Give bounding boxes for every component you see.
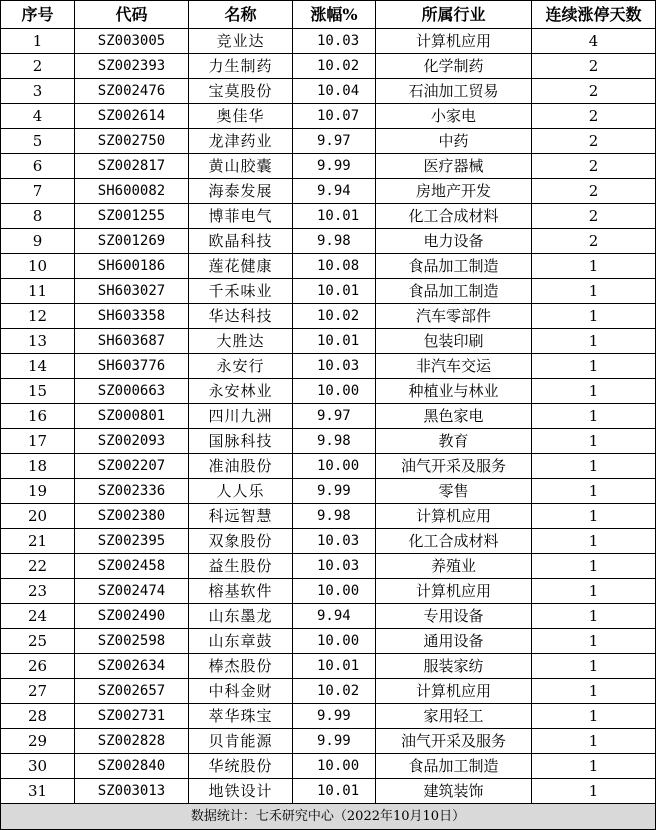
cell-industry: 计算机应用 xyxy=(376,679,532,704)
cell-code: SH603358 xyxy=(75,304,189,329)
cell-days: 1 xyxy=(532,529,656,554)
cell-name: 力生制药 xyxy=(189,54,293,79)
cell-code: SZ002490 xyxy=(75,604,189,629)
cell-change: 10.03 xyxy=(293,554,376,579)
table-row xyxy=(1,329,656,354)
cell-industry: 中药 xyxy=(376,129,532,154)
cell-change: 10.03 xyxy=(293,529,376,554)
cell-index: 31 xyxy=(1,779,75,804)
cell-index: 18 xyxy=(1,454,75,479)
table-row xyxy=(1,279,656,304)
cell-code: SZ001255 xyxy=(75,204,189,229)
table-row xyxy=(1,379,656,404)
table-row xyxy=(1,404,656,429)
cell-industry: 油气开采及服务 xyxy=(376,729,532,754)
cell-industry: 通用设备 xyxy=(376,629,532,654)
header-code: 代码 xyxy=(75,1,189,29)
cell-name: 华达科技 xyxy=(189,304,293,329)
cell-days: 1 xyxy=(532,579,656,604)
cell-name: 棒杰股份 xyxy=(189,654,293,679)
cell-name: 龙津药业 xyxy=(189,129,293,154)
cell-name: 华统股份 xyxy=(189,754,293,779)
table-row xyxy=(1,704,656,729)
cell-name: 贝肯能源 xyxy=(189,729,293,754)
cell-industry: 油气开采及服务 xyxy=(376,454,532,479)
cell-change: 9.99 xyxy=(293,154,376,179)
cell-days: 1 xyxy=(532,304,656,329)
cell-name: 山东墨龙 xyxy=(189,604,293,629)
table-row xyxy=(1,479,656,504)
cell-name: 永安林业 xyxy=(189,379,293,404)
cell-industry: 小家电 xyxy=(376,104,532,129)
cell-index: 3 xyxy=(1,79,75,104)
cell-change: 10.01 xyxy=(293,204,376,229)
cell-days: 1 xyxy=(532,429,656,454)
cell-change: 10.01 xyxy=(293,329,376,354)
cell-industry: 化工合成材料 xyxy=(376,204,532,229)
cell-name: 欧晶科技 xyxy=(189,229,293,254)
cell-change: 10.02 xyxy=(293,304,376,329)
cell-industry: 食品加工制造 xyxy=(376,279,532,304)
cell-days: 2 xyxy=(532,154,656,179)
cell-days: 1 xyxy=(532,379,656,404)
header-change: 涨幅% xyxy=(293,1,376,29)
cell-days: 1 xyxy=(532,329,656,354)
cell-industry: 石油加工贸易 xyxy=(376,79,532,104)
cell-name: 中科金财 xyxy=(189,679,293,704)
table-row xyxy=(1,579,656,604)
cell-name: 国脉科技 xyxy=(189,429,293,454)
cell-index: 24 xyxy=(1,604,75,629)
cell-code: SH600082 xyxy=(75,179,189,204)
cell-days: 1 xyxy=(532,754,656,779)
table-row xyxy=(1,454,656,479)
cell-industry: 养殖业 xyxy=(376,554,532,579)
table-row xyxy=(1,254,656,279)
cell-code: SZ003013 xyxy=(75,779,189,804)
cell-industry: 种植业与林业 xyxy=(376,379,532,404)
cell-code: SZ002380 xyxy=(75,504,189,529)
cell-index: 30 xyxy=(1,754,75,779)
cell-industry: 黑色家电 xyxy=(376,404,532,429)
cell-change: 10.03 xyxy=(293,354,376,379)
cell-change: 9.97 xyxy=(293,129,376,154)
cell-index: 4 xyxy=(1,104,75,129)
cell-days: 2 xyxy=(532,79,656,104)
cell-change: 10.00 xyxy=(293,629,376,654)
header-industry: 所属行业 xyxy=(376,1,532,29)
cell-code: SZ002614 xyxy=(75,104,189,129)
cell-change: 10.00 xyxy=(293,379,376,404)
cell-days: 1 xyxy=(532,554,656,579)
cell-days: 2 xyxy=(532,129,656,154)
table-row xyxy=(1,154,656,179)
cell-industry: 计算机应用 xyxy=(376,504,532,529)
cell-days: 1 xyxy=(532,254,656,279)
cell-change: 9.98 xyxy=(293,429,376,454)
cell-code: SZ001269 xyxy=(75,229,189,254)
cell-code: SZ002598 xyxy=(75,629,189,654)
cell-code: SZ002817 xyxy=(75,154,189,179)
cell-index: 6 xyxy=(1,154,75,179)
table-row xyxy=(1,504,656,529)
cell-days: 1 xyxy=(532,629,656,654)
cell-code: SH603687 xyxy=(75,329,189,354)
cell-industry: 专用设备 xyxy=(376,604,532,629)
cell-change: 9.98 xyxy=(293,504,376,529)
cell-name: 准油股份 xyxy=(189,454,293,479)
cell-industry: 建筑装饰 xyxy=(376,779,532,804)
cell-change: 10.01 xyxy=(293,279,376,304)
cell-change: 10.07 xyxy=(293,104,376,129)
cell-industry: 化工合成材料 xyxy=(376,529,532,554)
cell-index: 21 xyxy=(1,529,75,554)
cell-name: 四川九洲 xyxy=(189,404,293,429)
cell-code: SZ002207 xyxy=(75,454,189,479)
cell-code: SZ002395 xyxy=(75,529,189,554)
cell-days: 1 xyxy=(532,654,656,679)
cell-name: 永安行 xyxy=(189,354,293,379)
cell-index: 26 xyxy=(1,654,75,679)
cell-name: 人人乐 xyxy=(189,479,293,504)
cell-change: 9.94 xyxy=(293,179,376,204)
table-row xyxy=(1,779,656,804)
cell-industry: 非汽车交运 xyxy=(376,354,532,379)
cell-change: 10.00 xyxy=(293,579,376,604)
cell-code: SH600186 xyxy=(75,254,189,279)
header-row xyxy=(1,1,656,29)
cell-index: 23 xyxy=(1,579,75,604)
cell-change: 10.00 xyxy=(293,454,376,479)
table-row xyxy=(1,604,656,629)
cell-index: 28 xyxy=(1,704,75,729)
cell-name: 榕基软件 xyxy=(189,579,293,604)
table-row xyxy=(1,179,656,204)
cell-days: 1 xyxy=(532,679,656,704)
cell-code: SZ002731 xyxy=(75,704,189,729)
cell-name: 大胜达 xyxy=(189,329,293,354)
cell-change: 9.94 xyxy=(293,604,376,629)
cell-days: 1 xyxy=(532,454,656,479)
cell-days: 2 xyxy=(532,204,656,229)
table-row xyxy=(1,529,656,554)
cell-index: 9 xyxy=(1,229,75,254)
cell-change: 9.98 xyxy=(293,229,376,254)
cell-days: 2 xyxy=(532,54,656,79)
table-row xyxy=(1,729,656,754)
cell-days: 1 xyxy=(532,604,656,629)
cell-change: 10.01 xyxy=(293,654,376,679)
cell-days: 2 xyxy=(532,104,656,129)
cell-code: SZ002828 xyxy=(75,729,189,754)
cell-index: 16 xyxy=(1,404,75,429)
cell-name: 益生股份 xyxy=(189,554,293,579)
table-row xyxy=(1,629,656,654)
cell-code: SZ002840 xyxy=(75,754,189,779)
cell-index: 15 xyxy=(1,379,75,404)
cell-name: 萃华珠宝 xyxy=(189,704,293,729)
header-index: 序号 xyxy=(1,1,75,29)
table-row xyxy=(1,654,656,679)
cell-index: 7 xyxy=(1,179,75,204)
cell-industry: 食品加工制造 xyxy=(376,754,532,779)
cell-index: 19 xyxy=(1,479,75,504)
cell-change: 9.99 xyxy=(293,479,376,504)
cell-code: SZ000663 xyxy=(75,379,189,404)
cell-code: SZ002476 xyxy=(75,79,189,104)
cell-name: 山东章鼓 xyxy=(189,629,293,654)
cell-index: 22 xyxy=(1,554,75,579)
cell-change: 10.00 xyxy=(293,754,376,779)
table-row xyxy=(1,104,656,129)
cell-days: 2 xyxy=(532,179,656,204)
cell-industry: 医疗器械 xyxy=(376,154,532,179)
cell-index: 12 xyxy=(1,304,75,329)
cell-name: 博菲电气 xyxy=(189,204,293,229)
cell-change: 10.04 xyxy=(293,79,376,104)
cell-days: 1 xyxy=(532,729,656,754)
table-row xyxy=(1,29,656,54)
cell-industry: 教育 xyxy=(376,429,532,454)
cell-index: 14 xyxy=(1,354,75,379)
cell-change: 9.97 xyxy=(293,404,376,429)
cell-change: 10.02 xyxy=(293,679,376,704)
table-body xyxy=(1,29,656,804)
cell-index: 17 xyxy=(1,429,75,454)
cell-index: 8 xyxy=(1,204,75,229)
header-name: 名称 xyxy=(189,1,293,29)
table-row xyxy=(1,429,656,454)
cell-code: SZ002634 xyxy=(75,654,189,679)
cell-industry: 计算机应用 xyxy=(376,29,532,54)
cell-code: SZ002657 xyxy=(75,679,189,704)
cell-change: 9.99 xyxy=(293,704,376,729)
cell-industry: 房地产开发 xyxy=(376,179,532,204)
cell-index: 29 xyxy=(1,729,75,754)
cell-name: 科远智慧 xyxy=(189,504,293,529)
cell-days: 1 xyxy=(532,354,656,379)
cell-code: SH603776 xyxy=(75,354,189,379)
cell-change: 10.08 xyxy=(293,254,376,279)
header-days: 连续涨停天数 xyxy=(532,1,656,29)
cell-industry: 电力设备 xyxy=(376,229,532,254)
cell-days: 1 xyxy=(532,704,656,729)
cell-industry: 食品加工制造 xyxy=(376,254,532,279)
cell-days: 2 xyxy=(532,229,656,254)
cell-name: 奥佳华 xyxy=(189,104,293,129)
table-row xyxy=(1,554,656,579)
cell-index: 1 xyxy=(1,29,75,54)
data-source-note: 数据统计：七禾研究中心（2022年10月10日） xyxy=(1,804,656,830)
cell-code: SZ003005 xyxy=(75,29,189,54)
cell-industry: 服装家纺 xyxy=(376,654,532,679)
cell-index: 10 xyxy=(1,254,75,279)
cell-change: 9.99 xyxy=(293,729,376,754)
table-header xyxy=(1,1,656,29)
cell-change: 10.03 xyxy=(293,29,376,54)
table-row xyxy=(1,354,656,379)
cell-index: 20 xyxy=(1,504,75,529)
cell-index: 25 xyxy=(1,629,75,654)
cell-change: 10.02 xyxy=(293,54,376,79)
cell-name: 竞业达 xyxy=(189,29,293,54)
cell-code: SZ002750 xyxy=(75,129,189,154)
cell-index: 27 xyxy=(1,679,75,704)
cell-days: 1 xyxy=(532,479,656,504)
cell-days: 1 xyxy=(532,404,656,429)
cell-name: 莲花健康 xyxy=(189,254,293,279)
cell-name: 黄山胶囊 xyxy=(189,154,293,179)
table-row xyxy=(1,204,656,229)
cell-name: 双象股份 xyxy=(189,529,293,554)
cell-days: 1 xyxy=(532,779,656,804)
cell-name: 千禾味业 xyxy=(189,279,293,304)
table-row xyxy=(1,679,656,704)
cell-industry: 包装印刷 xyxy=(376,329,532,354)
cell-days: 4 xyxy=(532,29,656,54)
cell-index: 2 xyxy=(1,54,75,79)
table-row xyxy=(1,304,656,329)
cell-industry: 计算机应用 xyxy=(376,579,532,604)
table-row xyxy=(1,79,656,104)
cell-code: SH603027 xyxy=(75,279,189,304)
cell-industry: 家用轻工 xyxy=(376,704,532,729)
table-row xyxy=(1,129,656,154)
cell-name: 地铁设计 xyxy=(189,779,293,804)
cell-code: SZ002093 xyxy=(75,429,189,454)
cell-change: 10.01 xyxy=(293,779,376,804)
cell-name: 海泰发展 xyxy=(189,179,293,204)
cell-days: 1 xyxy=(532,279,656,304)
cell-index: 5 xyxy=(1,129,75,154)
cell-days: 1 xyxy=(532,504,656,529)
cell-industry: 汽车零部件 xyxy=(376,304,532,329)
cell-code: SZ002458 xyxy=(75,554,189,579)
cell-industry: 零售 xyxy=(376,479,532,504)
cell-index: 13 xyxy=(1,329,75,354)
table-row xyxy=(1,229,656,254)
cell-code: SZ002474 xyxy=(75,579,189,604)
table-row xyxy=(1,754,656,779)
cell-name: 宝莫股份 xyxy=(189,79,293,104)
cell-industry: 化学制药 xyxy=(376,54,532,79)
cell-code: SZ002336 xyxy=(75,479,189,504)
cell-code: SZ000801 xyxy=(75,404,189,429)
table-row xyxy=(1,54,656,79)
cell-index: 11 xyxy=(1,279,75,304)
cell-code: SZ002393 xyxy=(75,54,189,79)
